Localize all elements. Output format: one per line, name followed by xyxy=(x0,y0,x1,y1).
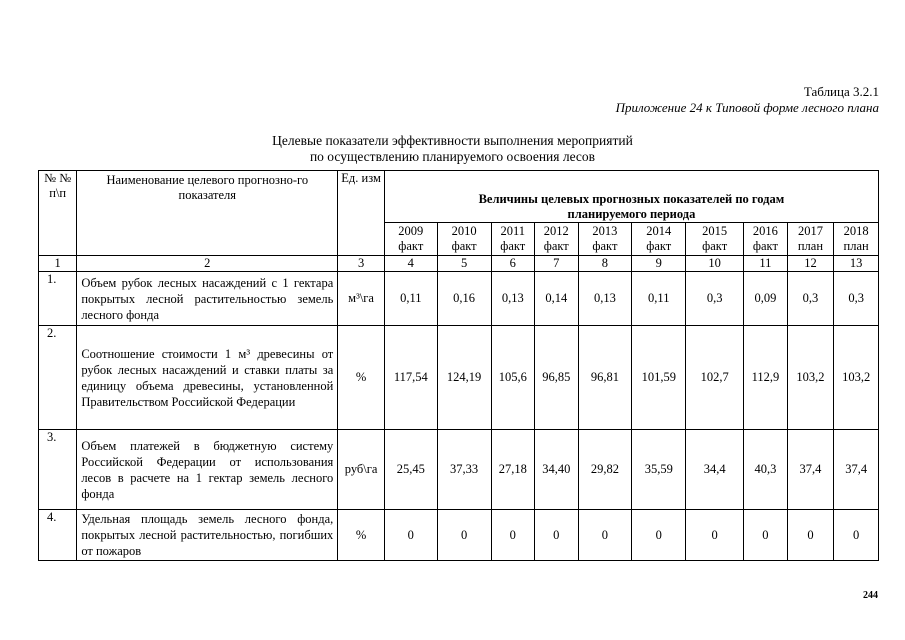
header-year-2018 xyxy=(834,223,879,256)
year-kind: факт xyxy=(646,239,672,253)
indicator-value: 0 xyxy=(437,510,491,561)
indicator-value: 101,59 xyxy=(632,326,686,430)
table-title xyxy=(0,133,905,165)
indicator-value: 37,4 xyxy=(834,430,879,510)
year-kind: факт xyxy=(398,239,424,253)
year-kind: факт xyxy=(500,239,526,253)
table-label: Таблица 3.2.1 xyxy=(803,84,879,99)
year-label: 2014 xyxy=(646,224,672,238)
indicator-value: 117,54 xyxy=(384,326,437,430)
table-row xyxy=(39,510,879,561)
page-number: 244 xyxy=(863,590,878,601)
column-index-cell: 2 xyxy=(77,256,338,272)
indicator-value: 0,14 xyxy=(535,272,578,326)
table-row xyxy=(39,326,879,430)
indicator-value: 0,16 xyxy=(437,272,491,326)
header-name: Наименование целевого прогнозно-го показателя xyxy=(77,171,338,256)
header-year-2012 xyxy=(535,223,578,256)
indicator-name: Удельная площадь земель лесного фонда, покрытых лесной растительностью, погибших от пожаров xyxy=(77,510,338,561)
header-year-2016 xyxy=(744,223,787,256)
year-label: 2010 xyxy=(451,224,477,238)
column-index-cell: 4 xyxy=(384,256,437,272)
header-year-2015 xyxy=(686,223,744,256)
year-label: 2018 xyxy=(843,224,869,238)
indicator-value: 0,3 xyxy=(686,272,744,326)
year-label: 2012 xyxy=(543,224,569,238)
column-index-cell: 3 xyxy=(338,256,385,272)
year-kind: план xyxy=(797,239,824,253)
column-index-cell: 9 xyxy=(632,256,686,272)
table-row xyxy=(39,272,879,326)
appendix-subtitle: Приложение 24 к Типовой форме лесного плана xyxy=(615,100,879,115)
indicator-value: 0 xyxy=(578,510,632,561)
year-kind: факт xyxy=(543,239,569,253)
year-kind: факт xyxy=(592,239,618,253)
indicator-name: Объем платежей в бюджетную систему Российской Федерации от использования лесов в расчете на 1 гектар земель лесного фонда xyxy=(77,430,338,510)
year-label: 2013 xyxy=(592,224,618,238)
header-year-2009 xyxy=(384,223,437,256)
indicator-name: Соотношение стоимости 1 м³ древесины от рубок лесных насаждений и ставки платы за единицу объема древесины, установленной Правительством Российской Федерации xyxy=(77,326,338,430)
year-label: 2016 xyxy=(752,224,778,238)
table-caption xyxy=(616,84,879,116)
column-index-cell: 11 xyxy=(744,256,787,272)
header-year-2014 xyxy=(632,223,686,256)
indicator-value: 0 xyxy=(787,510,834,561)
indicator-unit: % xyxy=(338,326,385,430)
header-year-2013 xyxy=(578,223,632,256)
indicator-value: 0 xyxy=(744,510,787,561)
indicator-unit: % xyxy=(338,510,385,561)
header-year-2017 xyxy=(787,223,834,256)
year-kind: факт xyxy=(702,239,728,253)
indicator-value: 0,13 xyxy=(491,272,534,326)
indicator-value: 25,45 xyxy=(384,430,437,510)
indicator-value: 0 xyxy=(491,510,534,561)
column-index-cell: 8 xyxy=(578,256,632,272)
indicator-value: 0 xyxy=(632,510,686,561)
year-label: 2009 xyxy=(398,224,424,238)
indicator-value: 0 xyxy=(834,510,879,561)
indicator-value: 34,4 xyxy=(686,430,744,510)
row-number: 4. xyxy=(39,510,77,561)
indicator-value: 0 xyxy=(384,510,437,561)
column-index-cell: 12 xyxy=(787,256,834,272)
table-row xyxy=(39,430,879,510)
indicator-value: 29,82 xyxy=(578,430,632,510)
indicator-value: 0,11 xyxy=(384,272,437,326)
column-index-cell: 1 xyxy=(39,256,77,272)
header-num: № № п\п xyxy=(39,171,77,256)
indicator-value: 37,33 xyxy=(437,430,491,510)
indicator-value: 0,13 xyxy=(578,272,632,326)
indicator-value: 0 xyxy=(535,510,578,561)
row-number: 3. xyxy=(39,430,77,510)
year-label: 2017 xyxy=(797,224,823,238)
indicator-unit: м³\га xyxy=(338,272,385,326)
row-number: 1. xyxy=(39,272,77,326)
indicator-value: 0 xyxy=(686,510,744,561)
indicator-value: 102,7 xyxy=(686,326,744,430)
indicator-value: 0,3 xyxy=(787,272,834,326)
indicator-value: 112,9 xyxy=(744,326,787,430)
indicator-value: 34,40 xyxy=(535,430,578,510)
header-year-2011 xyxy=(491,223,534,256)
column-index-cell: 5 xyxy=(437,256,491,272)
indicator-value: 105,6 xyxy=(491,326,534,430)
indicator-name: Объем рубок лесных насаждений с 1 гектара покрытых лесной растительностью земель лесного фонда xyxy=(77,272,338,326)
indicators-table xyxy=(38,170,879,561)
table-title-line-2: по осуществлению планируемого освоения лесов xyxy=(309,149,596,164)
year-label: 2011 xyxy=(500,224,526,238)
indicator-value: 96,81 xyxy=(578,326,632,430)
year-label: 2015 xyxy=(702,224,728,238)
table-title-line-1: Целевые показатели эффективности выполнения мероприятий xyxy=(272,133,633,148)
column-index-cell: 6 xyxy=(491,256,534,272)
column-index-cell: 7 xyxy=(535,256,578,272)
indicator-value: 103,2 xyxy=(834,326,879,430)
indicator-value: 0,09 xyxy=(744,272,787,326)
header-group: Величины целевых прогнозных показателей по годам планируемого периода xyxy=(384,171,878,223)
indicator-value: 40,3 xyxy=(744,430,787,510)
header-unit: Ед. изм xyxy=(338,171,385,256)
header-year-2010 xyxy=(437,223,491,256)
year-kind: план xyxy=(843,239,869,253)
column-index-cell: 10 xyxy=(686,256,744,272)
indicator-value: 37,4 xyxy=(787,430,834,510)
indicator-value: 27,18 xyxy=(491,430,534,510)
row-number: 2. xyxy=(39,326,77,430)
year-kind: факт xyxy=(752,239,778,253)
indicator-value: 35,59 xyxy=(632,430,686,510)
indicator-value: 124,19 xyxy=(437,326,491,430)
column-index-cell: 13 xyxy=(834,256,879,272)
indicator-value: 103,2 xyxy=(787,326,834,430)
indicator-unit: руб\га xyxy=(338,430,385,510)
indicator-value: 0,11 xyxy=(632,272,686,326)
indicator-value: 0,3 xyxy=(834,272,879,326)
year-kind: факт xyxy=(451,239,477,253)
indicator-value: 96,85 xyxy=(535,326,578,430)
